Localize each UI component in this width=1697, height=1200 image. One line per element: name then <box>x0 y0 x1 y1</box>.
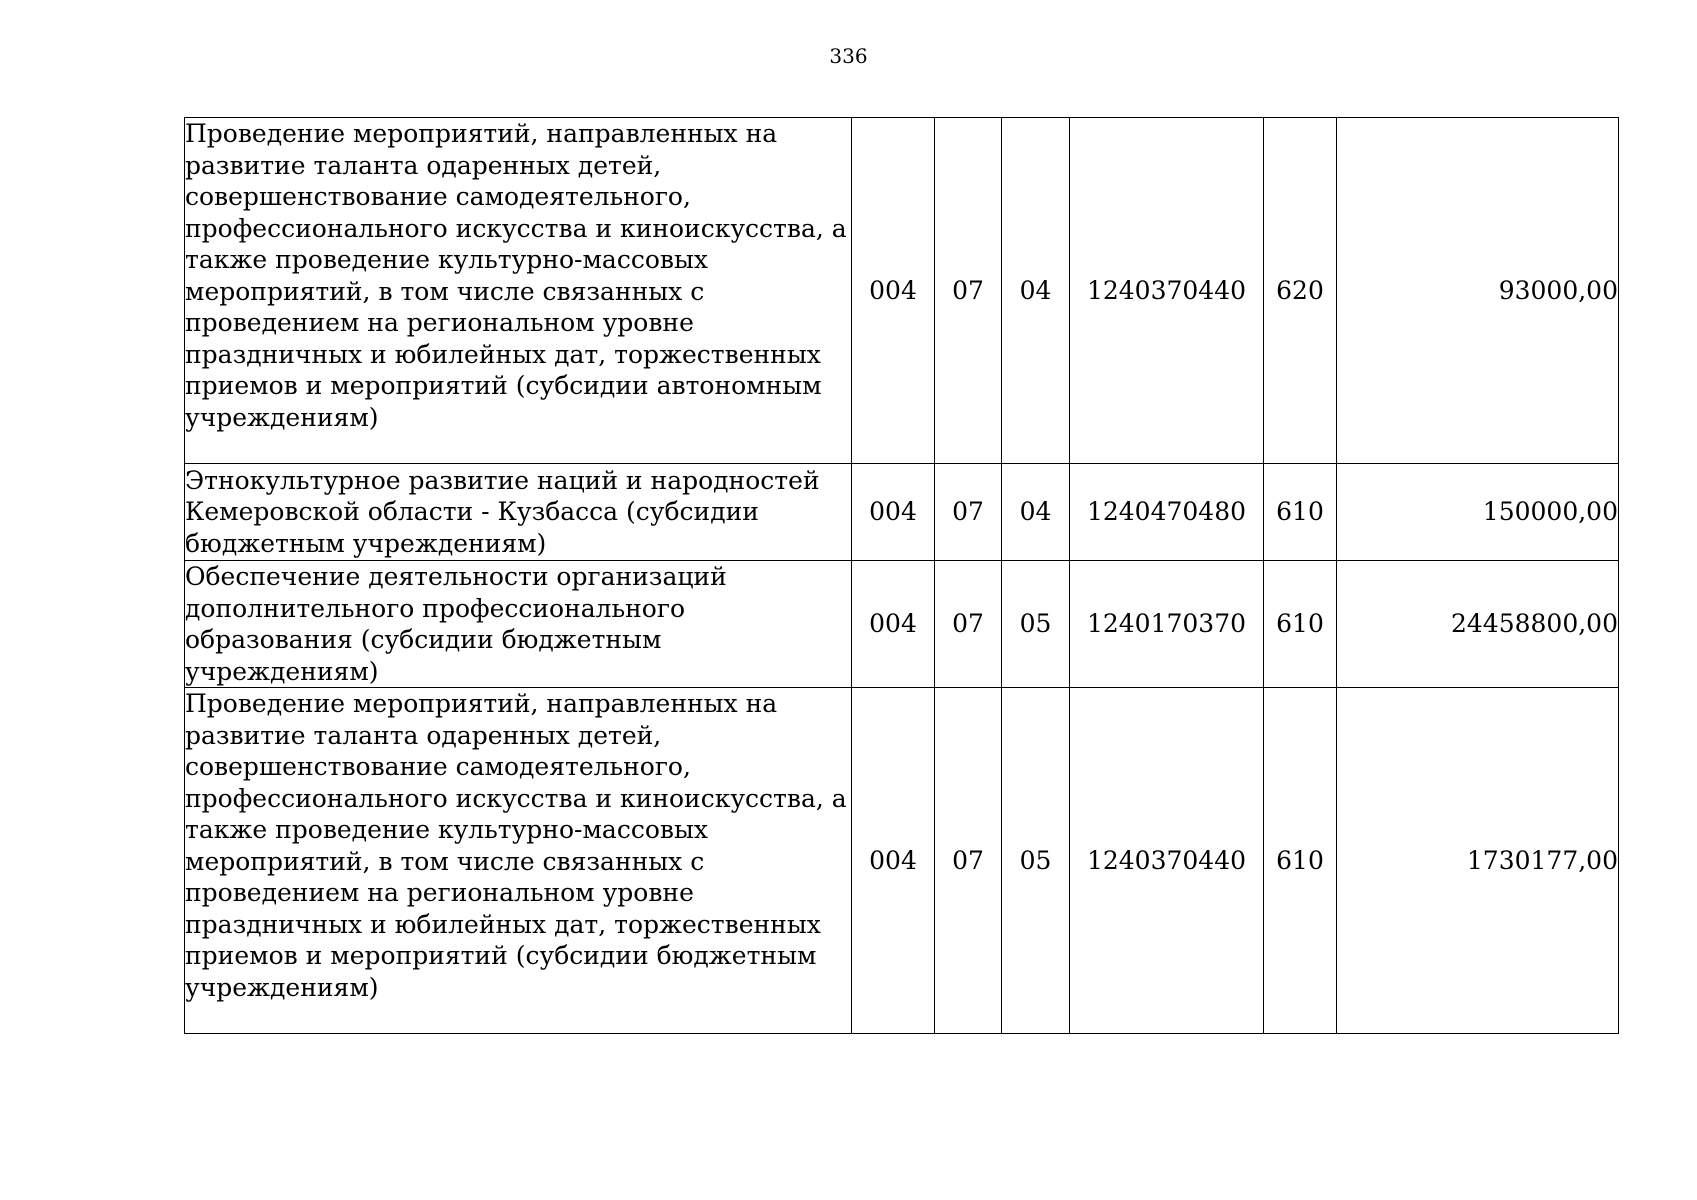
table-row <box>185 464 1619 561</box>
table-row <box>185 688 1619 1034</box>
row-description: Этнокультурное развитие наций и народностей Кемеровской области - Кузбасса (субсидии бюджетным учреждениям) <box>185 464 852 561</box>
subsection-code: 04 <box>1002 464 1070 561</box>
page-number-container <box>0 44 1697 68</box>
section-code: 07 <box>935 688 1002 1034</box>
ministry-code: 004 <box>852 118 935 464</box>
section-code: 07 <box>935 561 1002 688</box>
amount-value: 1730177,00 <box>1337 688 1619 1034</box>
table-row <box>185 118 1619 464</box>
expense-type-code: 610 <box>1264 561 1337 688</box>
amount-value: 150000,00 <box>1337 464 1619 561</box>
expense-type-code: 620 <box>1264 118 1337 464</box>
budget-table <box>184 117 1619 1034</box>
ministry-code: 004 <box>852 688 935 1034</box>
ministry-code: 004 <box>852 561 935 688</box>
row-description: Обеспечение деятельности организаций дополнительного профессионального образования (субсидии бюджетным учреждениям) <box>185 561 852 688</box>
table-row <box>185 561 1619 688</box>
row-description: Проведение мероприятий, направленных на развитие таланта одаренных детей, совершенствование самодеятельного, профессионального искусства и киноискусства, а также проведение культурно-массовых мероприятий, в том числе связанных с проведением на региональном уровне праздничных и юбилейных дат, торжественных приемов и мероприятий (субсидии автономным учреждениям) <box>185 118 852 464</box>
subsection-code: 04 <box>1002 118 1070 464</box>
target-article-code: 1240370440 <box>1070 118 1264 464</box>
expense-type-code: 610 <box>1264 688 1337 1034</box>
target-article-code: 1240370440 <box>1070 688 1264 1034</box>
amount-value: 93000,00 <box>1337 118 1619 464</box>
section-code: 07 <box>935 464 1002 561</box>
subsection-code: 05 <box>1002 561 1070 688</box>
section-code: 07 <box>935 118 1002 464</box>
row-description: Проведение мероприятий, направленных на развитие таланта одаренных детей, совершенствование самодеятельного, профессионального искусства и киноискусства, а также проведение культурно-массовых мероприятий, в том числе связанных с проведением на региональном уровне праздничных и юбилейных дат, торжественных приемов и мероприятий (субсидии бюджетным учреждениям) <box>185 688 852 1034</box>
target-article-code: 1240470480 <box>1070 464 1264 561</box>
amount-value: 24458800,00 <box>1337 561 1619 688</box>
page-number: 336 <box>829 44 868 68</box>
expense-type-code: 610 <box>1264 464 1337 561</box>
subsection-code: 05 <box>1002 688 1070 1034</box>
target-article-code: 1240170370 <box>1070 561 1264 688</box>
ministry-code: 004 <box>852 464 935 561</box>
